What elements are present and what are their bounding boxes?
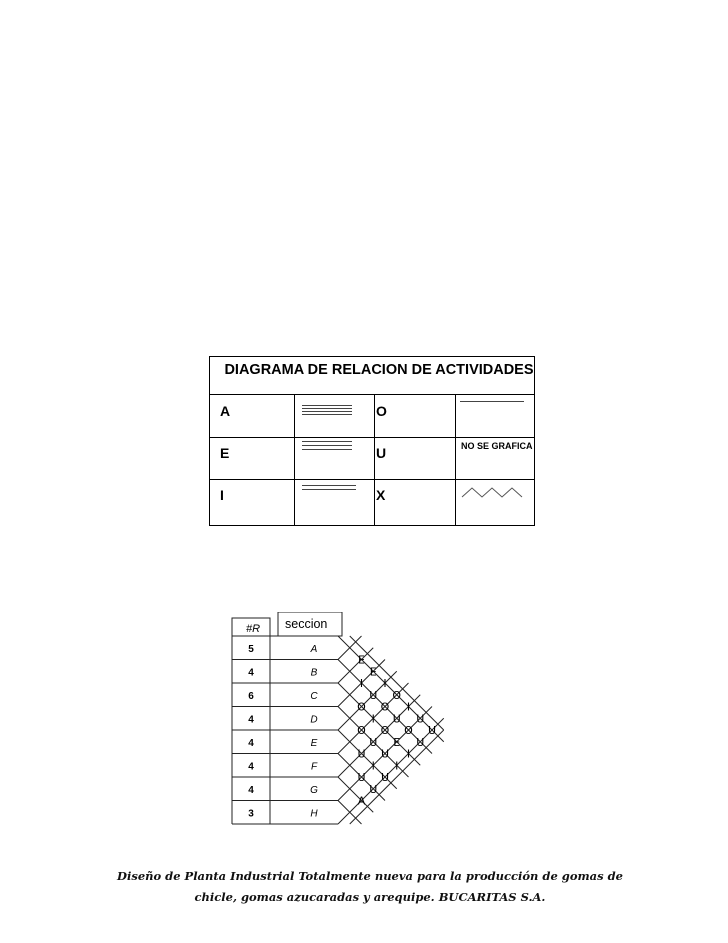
row-section-label: A: [310, 643, 318, 655]
single-line-symbol: [460, 401, 524, 402]
relation-code: U: [380, 747, 390, 761]
relation-code: I: [371, 712, 375, 726]
row-section-label: H: [310, 808, 318, 820]
relation-code: A: [357, 794, 366, 808]
relation-code: U: [357, 771, 366, 784]
row-relations-count: 5: [248, 643, 254, 655]
legend-code-i: I: [220, 487, 224, 503]
relation-code: U: [357, 747, 366, 761]
relation-code: U: [369, 735, 378, 749]
relation-code: U: [369, 688, 378, 702]
relation-code: I: [395, 759, 399, 773]
relation-code: U: [427, 724, 437, 737]
legend-code-a: A: [220, 403, 231, 419]
footer-line-2: chicle, gomas azucaradas y arequipe. BUCARITAS S.A.: [194, 890, 546, 904]
matrix-grid: [232, 612, 444, 824]
u-no-draw-note: NO SE GRAFICA: [461, 441, 533, 451]
footer-line-1: Diseño de Planta Industrial Totalmente nueva para la producción de gomas de: [117, 869, 623, 883]
row-section-label: D: [310, 714, 318, 726]
header-relations-count: #R: [246, 623, 261, 635]
relation-code: I: [371, 759, 375, 773]
relation-code: I: [383, 677, 387, 690]
relation-code: O: [404, 724, 413, 737]
row-section-label: B: [310, 667, 318, 679]
row-relations-count: 4: [248, 667, 254, 679]
relation-code: O: [380, 724, 390, 737]
relation-code: O: [392, 688, 402, 702]
row-section-label: F: [310, 761, 318, 773]
legend-title: DIAGRAMA DE RELACION DE ACTIVIDADES: [210, 357, 534, 395]
row-section-label: E: [310, 737, 318, 749]
relation-code: U: [369, 782, 378, 796]
row-relations-count: 4: [248, 761, 254, 773]
row-section-label: G: [310, 784, 318, 796]
relationship-legend-table: [209, 356, 535, 526]
relation-code: U: [380, 771, 390, 784]
legend-col-divider: [455, 395, 456, 525]
relation-codes: [357, 654, 436, 808]
row-relations-count: 6: [248, 690, 254, 702]
legend-code-x: X: [376, 487, 386, 503]
relation-code: E: [358, 653, 365, 667]
row-section-label: C: [310, 690, 318, 702]
document-footer: [110, 866, 630, 908]
relation-code: I: [406, 700, 411, 714]
relation-code: O: [380, 700, 390, 714]
relation-code: O: [357, 724, 366, 737]
legend-code-o: O: [376, 403, 387, 419]
activity-relationship-matrix: [220, 612, 530, 832]
row-relations-count: 4: [248, 714, 254, 726]
row-relations-count: 4: [248, 784, 254, 796]
relation-code: E: [393, 735, 401, 749]
relation-code: U: [392, 712, 401, 726]
relation-code: O: [357, 700, 366, 714]
zigzag-symbol: [460, 485, 526, 501]
legend-col-divider: [294, 395, 295, 525]
relation-code: U: [416, 712, 425, 726]
matrix-rows: [248, 644, 318, 820]
relation-code: U: [416, 735, 425, 749]
relation-code: I: [406, 747, 411, 761]
header-section: seccion: [285, 617, 328, 631]
legend-code-e: E: [220, 445, 230, 461]
row-relations-count: 4: [248, 737, 254, 749]
row-relations-count: 3: [248, 808, 254, 820]
relation-code: E: [369, 665, 377, 679]
legend-code-u: U: [376, 445, 387, 461]
relation-code: I: [359, 677, 364, 690]
